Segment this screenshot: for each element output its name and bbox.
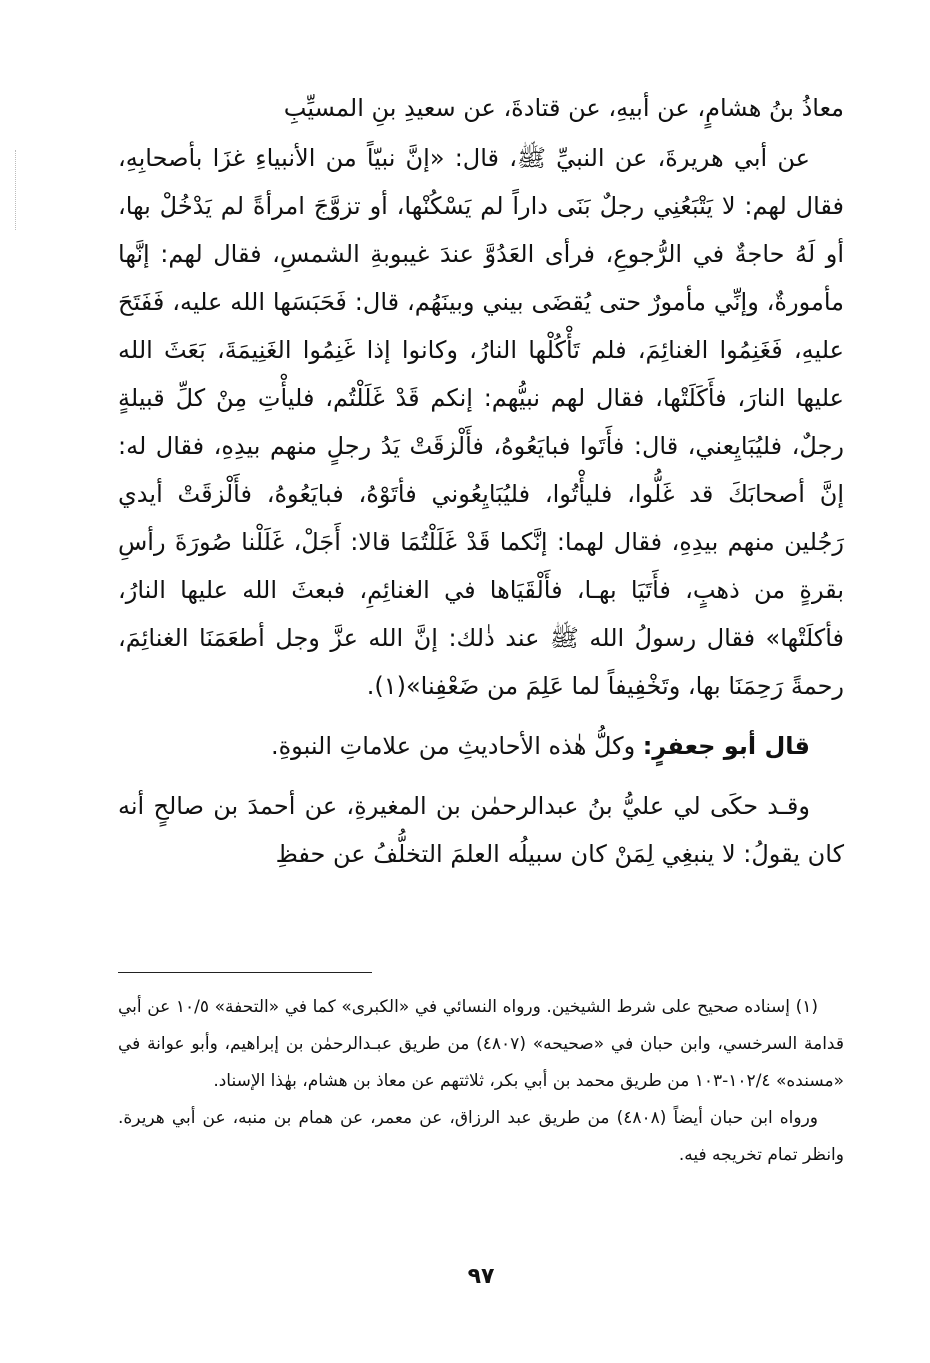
main-text [118,84,844,878]
scan-edge-mark [15,150,22,230]
footnote-1: (١) إسناده صحيح على شرط الشيخين. ورواه النسائي في «الكبرى» كما في «التحفة» ١٠/٥ عن أبي قدامة السرخسي، وابن حبان في «صحيحه» (٤٨٠٧) من طريق عبـدالرحمٰن بن إبراهيم، وأبو عوانة في «مسنده» ١٠٢/٤-١٠٣ من طريق محمد بن أبي بكر، ثلاثتهم عن معاذ بن هشام، بهٰذا الإسناد. [118,997,844,1091]
author-comment-lead: قال أبو جعفرٍ: [642,732,810,760]
book-page [118,84,844,1289]
page-number: ٩٧ [467,1264,495,1289]
isnad-line: معاذُ بنُ هشامٍ، عن أبيهِ، عن قتادةَ، عن سعيدِ بنِ المسيِّبِ [283,94,844,122]
hadith-paragraph: عن أبي هريرةَ، عن النبيِّ ﷺ، قال: «إنَّ نبيّاً من الأنبياءِ غزَا بأصحابِهِ، فقال لهم: لا يَتْبَعُنِي رجلٌ بَنَى داراً لم يَسْكُنْها، أو تزوَّجَ امرأةً لم يَدْخُلْ بها، أو لَهُ حاجةٌ في الرُّجوعِ، فرأى العَدُوَّ عندَ غيبوبةِ الشمسِ، فقال لهم: إنَّها مأمورةٌ، وإنِّي مأمورٌ حتى يُقضَى بيني وبينَهُم، قال: فَحَبَسَها الله عليه، فَفَتَحَ عليهِ، فَغَنِمُوا الغنائِمَ، فلم تَأْكُلْها النارُ، وكانوا إذا غَنِمُوا الغَنِيمَةَ، بَعَثَ الله عليها النارَ، فأَكَلَتْها، فقال لهم نبيُّهم: إنكم قَدْ غَلَلْتُم، فليأْتِ مِنْ كلِّ قبيلةٍ رجلٌ، فليُبَايِعني، قال: فأَتَوا فبايَعُوهُ، فأَلْزقَتْ يَدُ رجلٍ منهم بيدِهِ، فقال له: إنَّ أصحابَكَ قد غَلُّوا، فليأْتُوا، فليُبَايِعُوني فأتَوْهُ، فبايَعُوهُ، فأَلْزقَتْ أيدي رَجُلين منهم بيدِهِ، فقال لهما: إنَّكما قَدْ غَلَلْتُمَا قالا: أَجَلْ، غَلَلْنا صُورَةَ رأسِ بقرةٍ من ذهبٍ، فأَتَيَا بهـا، فأَلْقَيَاها في الغنائِمِ، فبعثَ الله عليها النارُ، فأكلَتْها» فقال رسولُ الله ﷺ عند ذٰلك: إنَّ الله عزَّ وجل أطعَمَنَا الغنائِمَ، رحمةً رَحِمَنَا بها، وتَخْفِيفاً لما عَلِمَ من ضَعْفِنا»(١). [118,144,844,700]
footnote-divider [118,972,372,973]
author-comment [118,722,844,770]
footnotes [118,989,844,1174]
author-comment-text: وكلُّ هٰذه الأحاديثِ من علاماتِ النبوةِ. [270,732,643,760]
narration-paragraph: وقـد حكَى لي عليُّ بنُ عبدالرحمٰن بن المغيرةِ، عن أحمدَ بن صالحٍ أنه كان يقولُ: لا ينبغِي لِمَنْ كان سبيلُه العلمَ التخلُّفُ عن حفظِ [118,792,844,868]
footnote-1-continued: ورواه ابن حبان أيضاً (٤٨٠٨) من طريق عبد الرزاق، عن معمر، عن همام بن منبه، عن أبي هريرة. وانظر تمام تخريجه فيه. [118,1108,844,1165]
